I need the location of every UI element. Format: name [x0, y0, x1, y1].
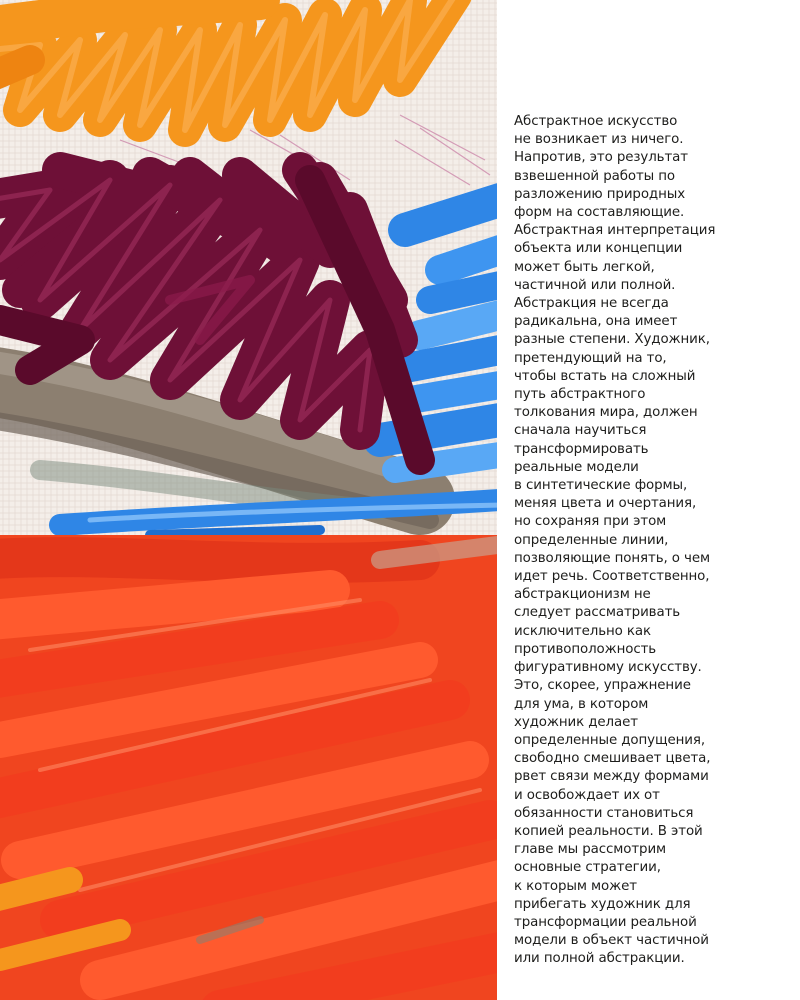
text-line: в синтетические формы,: [514, 478, 688, 494]
text-line: форм на составляющие.: [514, 205, 685, 221]
text-line: для ума, в котором: [514, 696, 649, 712]
text-line: не возникает из ничего.: [514, 132, 684, 148]
text-line: объекта или концепции: [514, 241, 683, 257]
text-line: чтобы встать на сложный: [514, 368, 696, 384]
text-line: основные стратегии,: [514, 860, 661, 876]
text-line: абстракционизм не: [514, 587, 651, 603]
text-line: следует рассматривать: [514, 605, 681, 621]
text-line: или полной абстракции.: [514, 951, 685, 967]
red-stroke: [0, 535, 497, 1000]
text-line: сначала научиться: [514, 423, 647, 439]
text-line: Абстракция не всегда: [514, 296, 669, 312]
text-line: путь абстрактного: [514, 387, 646, 403]
text-line: определенные линии,: [514, 532, 669, 548]
text-line: художник делает: [514, 714, 638, 730]
text-line: взвешенной работы по: [514, 168, 676, 184]
text-line: толкования мира, должен: [514, 405, 698, 421]
text-line: обязанности становиться: [514, 805, 694, 821]
body-paragraph: [514, 113, 786, 969]
text-line: позволяющие понять, о чем: [514, 550, 711, 566]
text-line: рвет связи между формами: [514, 769, 709, 785]
text-line: Это, скорее, упражнение: [514, 678, 691, 694]
text-line: радикальна, она имеет: [514, 314, 678, 330]
text-line: фигуративному искусству.: [514, 660, 702, 676]
text-line: частичной или полной.: [514, 277, 676, 293]
text-line: противоположность: [514, 641, 657, 657]
text-line: модели в объект частичной: [514, 933, 709, 949]
text-line: к которым может: [514, 878, 637, 894]
text-line: копией реальности. В этой: [514, 823, 703, 839]
text-line: разложению природных: [514, 186, 686, 202]
text-line: Абстрактная интерпретация: [514, 223, 716, 239]
text-line: исключительно как: [514, 623, 651, 639]
text-line: идет речь. Соответственно,: [514, 569, 710, 585]
text-line: трансформации реальной: [514, 914, 697, 930]
text-line: Абстрактное искусство: [514, 114, 678, 129]
text-line: и освобождает их от: [514, 787, 660, 803]
text-line: трансформировать: [514, 441, 649, 457]
text-line: свободно смешивает цвета,: [514, 751, 711, 767]
text-line: реальные модели: [514, 459, 639, 475]
text-line: определенные допущения,: [514, 732, 706, 748]
text-line: прибегать художник для: [514, 896, 691, 912]
text-line: может быть легкой,: [514, 259, 655, 275]
text-line: претендующий на то,: [514, 350, 667, 366]
text-line: но сохраняя при этом: [514, 514, 667, 530]
text-line: меняя цвета и очертания,: [514, 496, 697, 512]
text-line: главе мы рассмотрим: [514, 842, 667, 858]
text-line: разные степени. Художник,: [514, 332, 710, 348]
text-line: Напротив, это результат: [514, 150, 688, 166]
